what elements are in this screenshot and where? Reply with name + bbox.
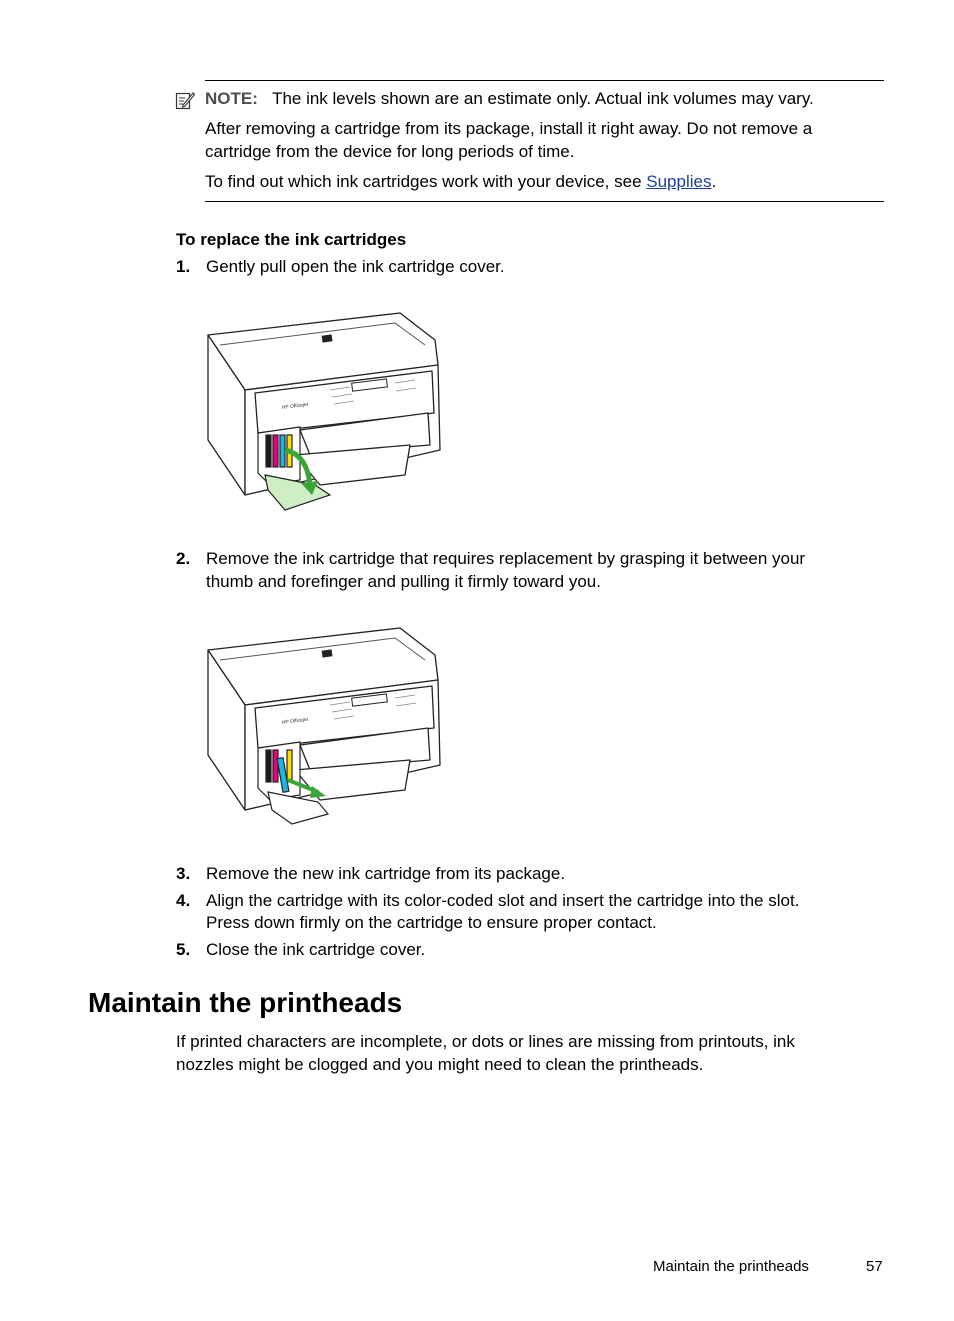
step-2-text-line2: thumb and forefinger and pulling it firmly toward you. [206,572,601,591]
procedure-title: To replace the ink cartridges [176,230,407,249]
step-1-text: Gently pull open the ink cartridge cover. [206,257,505,276]
svg-text:HP Officejet: HP Officejet [281,401,309,411]
footer-section-name: Maintain the printheads [653,1258,809,1275]
step-2-number: 2. [176,549,191,568]
note-para3-prefix: To find out which ink cartridges work with your device, see [205,172,647,191]
section-paragraph-line1: If printed characters are incomplete, or dots or lines are missing from printouts, ink [176,1032,795,1051]
printer-remove-cartridge-illustration [200,620,455,830]
printer-open-cover-illustration [200,305,455,515]
note-text: The ink levels shown are an estimate only. Actual ink volumes may vary. [272,89,814,108]
note-para2-line1: After removing a cartridge from its package, install it right away. Do not remove a [205,119,813,138]
step-5-text: Close the ink cartridge cover. [206,940,426,959]
note-top-rule [205,80,884,81]
section-paragraph-line2: nozzles might be clogged and you might need to clean the printheads. [176,1055,704,1074]
step-1-number: 1. [176,257,191,276]
step-3-number: 3. [176,864,191,883]
step-4-number: 4. [176,891,191,910]
note-para3 [205,171,716,193]
note-first-line [205,88,814,110]
note-label: NOTE: [205,89,258,108]
step-4-text-line1: Align the cartridge with its color-coded slot and insert the cartridge into the slot. [206,891,800,910]
svg-text:HP Officejet: HP Officejet [281,716,309,726]
step-2-text-line1: Remove the ink cartridge that requires replacement by grasping it between your [206,549,806,568]
note-para2-line2: cartridge from the device for long periods of time. [205,142,575,161]
note-pencil-icon [175,90,195,110]
step-4-text-line2: Press down firmly on the cartridge to ensure proper contact. [206,913,657,932]
step-5-number: 5. [176,940,191,959]
note-bottom-rule [205,201,884,202]
step-3-text: Remove the new ink cartridge from its package. [206,864,566,883]
section-heading: Maintain the printheads [88,987,403,1018]
supplies-link[interactable]: Supplies [646,172,712,191]
footer-page-number: 57 [866,1258,883,1275]
note-para3-suffix: . [711,172,717,191]
